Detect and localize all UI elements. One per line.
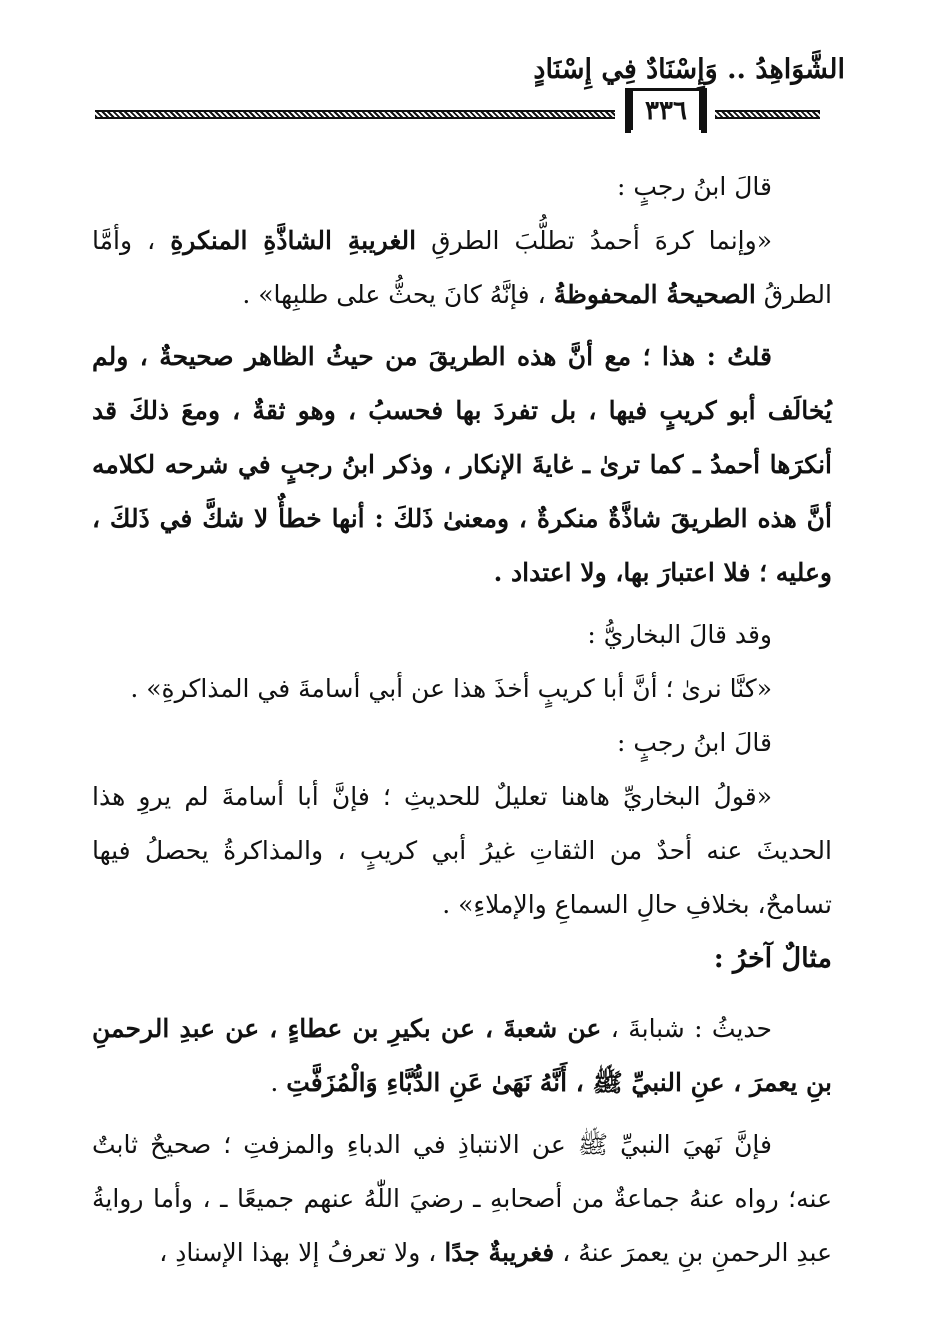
spacer [92,986,832,1002]
p8-bold-a: عن شعبةَ ، عن بكيرِ بن عطاءٍ ، عن عبدِ الرحمنِ بنِ يعمرَ ، عنِ النبيِّ ﷺ ، أَنَّهُ نَهَىٰ عَنِ الدُّبَّاءِ وَالْمُزَفَّتِ [92,1014,832,1097]
p9-text-b: ، ولا تعرفُ إلا بهذا الإسنادِ ، [159,1238,445,1267]
paragraph-5: «كنَّا نرىٰ ؛ أنَّ أبا كريبٍ أخذَ هذا عن أبي أسامةَ في المذاكرةِ» . [130,674,772,703]
spacer [92,600,832,608]
running-title: الشَّوَاهِدُ .. وَإِسْنَادٌ فِي إِسْنَادٍ [533,54,845,85]
paragraph-8 [92,1002,832,1110]
p2-bold-a: الغريبةِ الشاذَّةِ المنكرةِ [170,226,417,255]
header-rule-right [715,110,820,119]
header-rule-left [95,110,615,119]
p8-text-a: حديثُ : شبابةَ ، [601,1014,772,1043]
paragraph-7: «قولُ البخاريِّ هاهنا تعليلٌ للحديثِ ؛ فإنَّ أبا أسامةَ لم يروِ هذا الحديثَ عنه أحدٌ من الثقاتِ غيرُ أبي كريبٍ ، والمذاكرةُ يحصلُ فيها تسامحٌ، بخلافِ حالِ السماعِ والإملاءِ» . [92,782,832,919]
p9-text-a: فإنَّ نَهيَ النبيِّ ﷺ عن الانتباذِ في الدباءِ والمزفتِ ؛ صحيحٌ ثابتٌ عنه؛ رواه عنهُ جماعةٌ من أصحابهِ ـ رضيَ اللّٰهُ عنهم جميعًا ـ ، وأما روايةُ عبدِ الرحمنِ بنِ يعمرَ عنهُ ، [92,1130,832,1267]
p2-text-c: ، فإنَّهُ كانَ يحثُّ على طلبِها» . [242,280,554,309]
p9-bold-a: فغريبةٌ جدًا [444,1238,555,1267]
paragraph-1: قالَ ابنُ رجبٍ : [616,172,772,201]
paragraph-3: قلتُ : هذا ؛ مع أنَّ هذه الطريقَ من حيثُ الظاهر صحيحةٌ ، ولم يُخالَف أبو كريبٍ فيها ، بل تفردَ بها فحسبُ ، وهو ثقةٌ ، ومعَ ذلكَ قد أنكرَها أحمدُ ـ كما ترىٰ ـ غايةَ الإنكار ، وذكر ابنُ رجبٍ في شرحه لكلامه أنَّ هذه الطريقَ شاذَّةٌ منكرةٌ ، ومعنىٰ ذَلكَ : أنها خطأٌ لا شكَّ في ذَلكَ ، وعليه ؛ فلا اعتبارَ بها، ولا اعتداد . [92,342,832,587]
paragraph-6: قالَ ابنُ رجبٍ : [616,728,772,757]
paragraph-9 [92,1118,832,1280]
paragraph-4: وقد قالَ البخاريُّ : [587,620,772,649]
paragraph-2 [92,214,832,322]
spacer [92,1110,832,1118]
section-subheading: مثالٌ آخرُ : [713,943,832,974]
page-number: ٣٣٦ [630,88,702,130]
p8-text-b: . [270,1068,287,1097]
p2-text-a: «وإنما كرهَ أحمدُ تطلُّبَ الطرقِ [416,226,772,255]
p2-text-b: ، وأمَّا الطرقُ [92,226,832,309]
page-body [92,160,832,1280]
spacer [92,322,832,330]
p2-bold-b: الصحيحةُ المحفوظةُ [553,280,756,309]
